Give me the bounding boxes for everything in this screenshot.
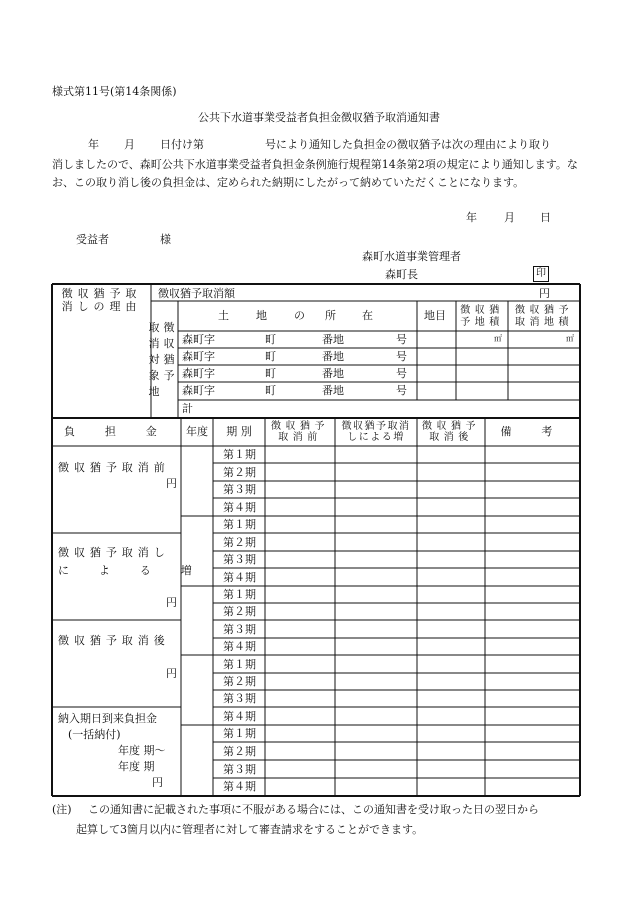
issuer-title: 森町長 — [385, 268, 418, 281]
land-row-2-aza: 森町字 — [182, 350, 215, 363]
land-row-4-banchi: 番地 — [322, 384, 344, 397]
period-label: 第１期 — [223, 588, 256, 601]
note-line-1: この通知書に記載された事項に不服がある場合には、この通知書を受け取った日の翌日から — [88, 803, 539, 816]
period-label: 第２期 — [223, 536, 256, 549]
chimoku-header: 地目 — [424, 309, 446, 322]
land-row-3-town: 町 — [265, 367, 276, 380]
document-title: 公共下水道事業受益者負担金徴収猶予取消通知書 — [198, 111, 440, 124]
group-due-label-3: 年度 期～ — [118, 744, 166, 757]
area1-unit: ㎡ — [494, 334, 502, 343]
location-h-3: の — [294, 309, 305, 322]
period-label: 第３期 — [223, 553, 256, 566]
increase-header: 徴収猶予取消しによる増 — [341, 420, 411, 443]
target-col-b: 徴収猶予 — [163, 321, 175, 382]
land-row-1-town: 町 — [265, 333, 276, 346]
date-year: 年 — [466, 211, 477, 224]
group-due-label-1: 納入期日到来負担金 — [58, 712, 157, 725]
land-row-4-go: 号 — [396, 384, 407, 397]
intro-year: 年 — [88, 138, 99, 151]
period-label: 第３期 — [223, 692, 256, 705]
intro-day: 日付け第 — [160, 138, 204, 151]
date-day: 日 — [540, 211, 551, 224]
period-label: 第４期 — [223, 640, 256, 653]
land-row-1-go: 号 — [396, 333, 407, 346]
period-header: 期 別 — [226, 424, 252, 438]
issuer-office: 森町水道事業管理者 — [362, 250, 461, 263]
group-increase-label-2: に よ る 増 — [58, 564, 205, 577]
period-label: 第２期 — [223, 745, 256, 758]
after-header: 徴収猶予取消後 — [422, 420, 480, 443]
period-label: 第３期 — [223, 763, 256, 776]
seal-stamp: 印 — [533, 266, 549, 282]
burden-header: 負 担 金 — [64, 424, 170, 438]
land-row-4-town: 町 — [265, 384, 276, 397]
addressee-honorific: 様 — [160, 233, 171, 246]
intro-first-line: 号により通知した負担金の徴収猶予は次の理由により取り — [265, 138, 551, 151]
group-before-label: 徴収猶予取消前 — [58, 461, 170, 474]
area2-header: 徴収猶予取消地積 — [515, 305, 573, 328]
group-due-yen: 円 — [152, 776, 163, 789]
group-due-label-2: (一括納付) — [68, 728, 121, 741]
land-row-3-go: 号 — [396, 367, 407, 380]
group-after-label: 徴収猶予取消後 — [58, 634, 170, 647]
period-label: 第４期 — [223, 780, 256, 793]
group-due-label-4: 年度 期 — [118, 760, 155, 773]
land-row-2-go: 号 — [396, 350, 407, 363]
period-label: 第１期 — [223, 448, 256, 461]
land-row-4-aza: 森町字 — [182, 384, 215, 397]
location-h-2: 地 — [256, 309, 267, 322]
period-label: 第３期 — [223, 483, 256, 496]
period-label: 第１期 — [223, 727, 256, 740]
land-row-2-banchi: 番地 — [322, 350, 344, 363]
note-line-2: 起算して3箇月以内に管理者に対して審査請求をすることができます。 — [76, 823, 424, 836]
group-after-yen: 円 — [166, 667, 177, 680]
location-h-4: 所 — [325, 309, 336, 322]
intro-month: 月 — [124, 138, 135, 151]
period-label: 第１期 — [223, 518, 256, 531]
period-label: 第２期 — [223, 675, 256, 688]
area2-unit: ㎡ — [566, 334, 574, 343]
location-h-5: 在 — [362, 309, 373, 322]
group-increase-label-1: 徴収猶予取消し — [58, 546, 170, 559]
group-increase-yen: 円 — [166, 596, 177, 609]
total-label: 計 — [182, 402, 193, 415]
before-header: 徴収猶予取消前 — [271, 420, 329, 443]
period-label: 第３期 — [223, 623, 256, 636]
remarks-header: 備 考 — [500, 424, 566, 438]
note-label: (注) — [52, 803, 72, 816]
year-header: 年度 — [186, 424, 208, 438]
period-label: 第４期 — [223, 501, 256, 514]
period-label: 第４期 — [223, 710, 256, 723]
land-row-1-banchi: 番地 — [322, 333, 344, 346]
land-row-3-aza: 森町字 — [182, 367, 215, 380]
addressee-label: 受益者 — [76, 233, 109, 246]
period-label: 第２期 — [223, 605, 256, 618]
land-row-1-aza: 森町字 — [182, 333, 215, 346]
period-label: 第１期 — [223, 658, 256, 671]
amount-yen: 円 — [539, 287, 550, 300]
target-col-a: 取消対象地 — [148, 321, 160, 398]
group-before-yen: 円 — [166, 477, 177, 490]
period-label: 第４期 — [223, 571, 256, 584]
intro-body: 消しましたので、森町公共下水道事業受益者負担金条例施行規程第14条第2項の規定により通知します。なお、この取り消し後の負担金は、定められた納期にしたがって納めていただくことになります。 — [52, 158, 578, 189]
land-row-3-banchi: 番地 — [322, 367, 344, 380]
amount-label: 徴収猶予取消額 — [158, 287, 235, 300]
date-month: 月 — [504, 211, 515, 224]
form-number: 様式第11号(第14条関係) — [52, 85, 177, 98]
location-h-1: 土 — [218, 309, 229, 322]
area1-header: 徴収猶予地積 — [460, 305, 504, 328]
reason-label: 徴収猶予取消しの理由 — [61, 287, 142, 313]
land-row-2-town: 町 — [265, 350, 276, 363]
period-label: 第２期 — [223, 466, 256, 479]
